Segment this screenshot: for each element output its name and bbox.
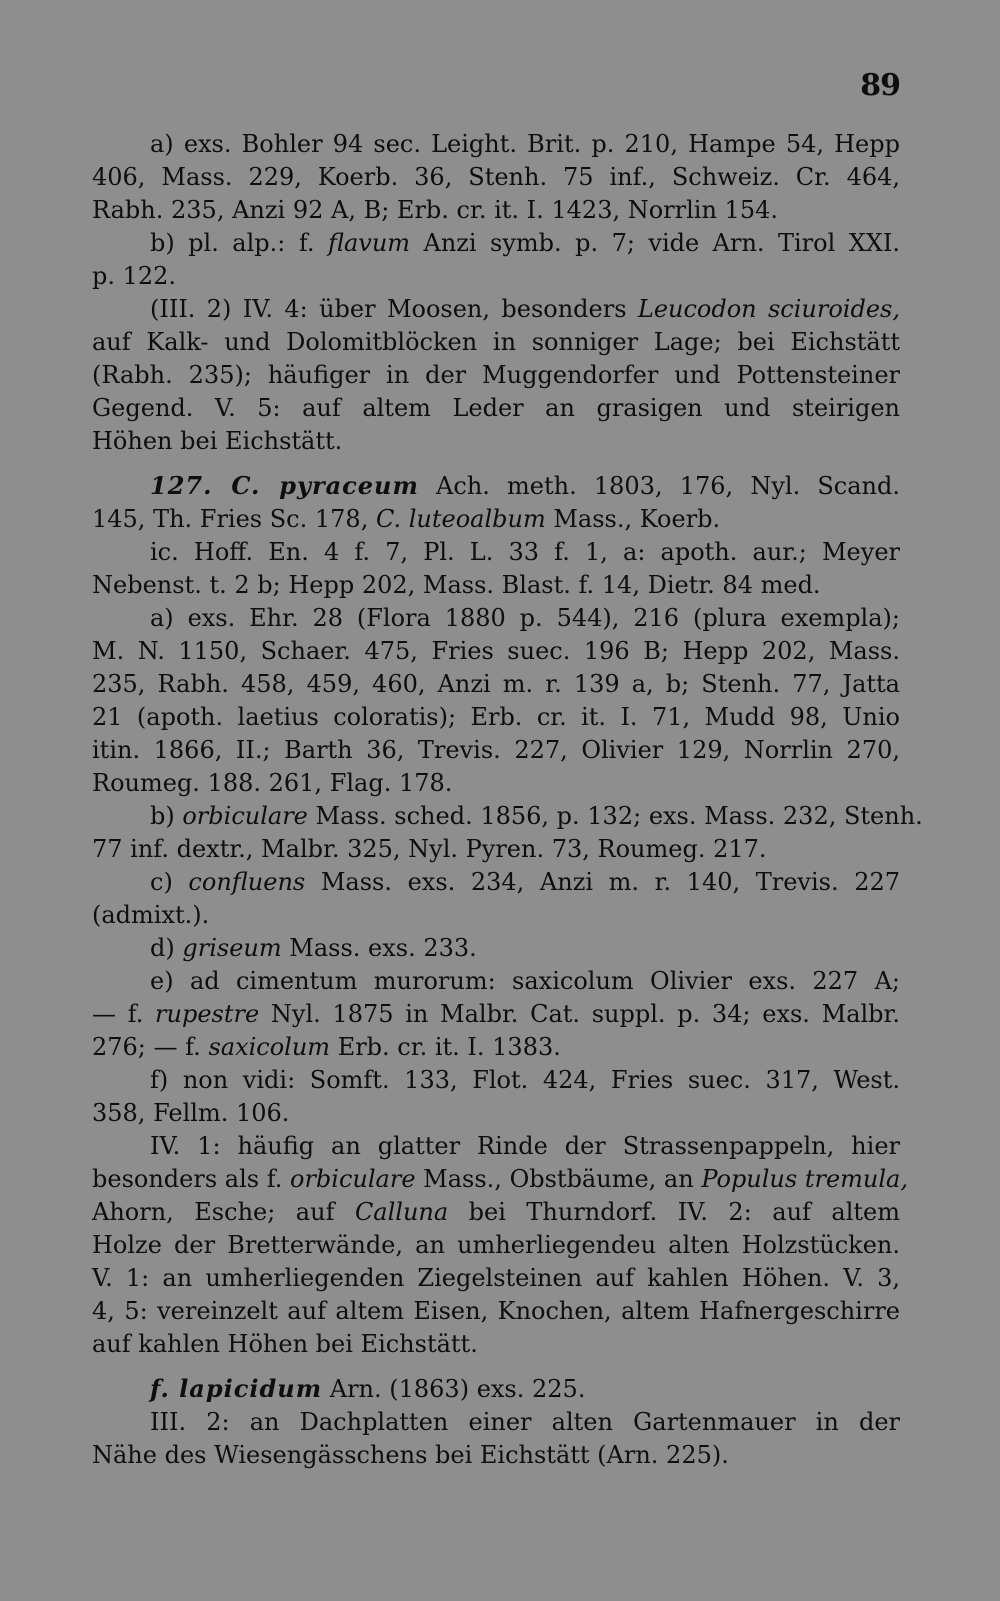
paragraph-d-griseum: [92, 932, 900, 965]
text-line: [92, 866, 900, 899]
text-line: [92, 833, 900, 866]
text-run: (Rabh. 235); häufiger in der Muggendorfer und Pottensteiner: [92, 361, 900, 389]
text-run: Mass. exs. 234, Anzi m. r. 140, Trevis. 227: [305, 868, 901, 896]
text-run: Anzi symb. p. 7; vide Arn. Tirol XXI.: [410, 229, 900, 257]
text-run: Höhen bei Eichstätt.: [92, 427, 343, 455]
text-line: [92, 536, 900, 569]
text-line: [92, 359, 900, 392]
text-run: p. 122.: [92, 262, 177, 290]
text-line: [92, 326, 900, 359]
text-line: [92, 1130, 900, 1163]
taxon-heading: f. lapicidum: [150, 1374, 323, 1403]
text-line: [92, 1064, 900, 1097]
text-run: besonders als f.: [92, 1165, 290, 1193]
paragraph-a-exs: [92, 128, 900, 227]
text-line: [92, 767, 900, 800]
text-line: [92, 392, 900, 425]
text-line: [92, 734, 900, 767]
text-run: IV. 1: häufig an glatter Rinde der Strassenpappeln, hier: [150, 1132, 900, 1160]
paragraph-f-non-vidi: [92, 1064, 900, 1130]
text-run: itin. 1866, II.; Barth 36, Trevis. 227, Olivier 129, Norrlin 270,: [92, 736, 900, 764]
paragraph-127-heading: [92, 469, 900, 536]
text-line: [92, 668, 900, 701]
paragraph-iii-dachplatten: [92, 1406, 900, 1472]
paragraph-f-lapicidum: [92, 1372, 900, 1406]
text-line: [92, 1196, 900, 1229]
italic-taxon: flavum: [327, 229, 411, 257]
text-line: [92, 800, 923, 833]
text-line: [92, 1262, 900, 1295]
italic-taxon: Calluna: [354, 1198, 449, 1226]
text-run: 77 inf. dextr., Malbr. 325, Nyl. Pyren. 73, Roumeg. 217.: [92, 835, 767, 863]
italic-taxon: confluens: [188, 868, 306, 896]
paragraph-c-confluens: [92, 866, 900, 932]
text-run: e) ad cimentum murorum: saxicolum Olivier exs. 227 A;: [150, 967, 900, 995]
text-run: a) exs. Ehr. 28 (Flora 1880 p. 544), 216 (plura exempla);: [150, 604, 900, 632]
text-line: [92, 899, 900, 932]
text-line: [92, 1031, 900, 1064]
paragraph-e-cimentum: [92, 965, 900, 1064]
text-line: [92, 1295, 900, 1328]
page-body: [92, 128, 923, 1472]
text-line: [92, 1439, 900, 1472]
text-line: [92, 260, 900, 293]
text-line: [92, 227, 900, 260]
text-run: Rabh. 235, Anzi 92 A, B; Erb. cr. it. I. 1423, Norrlin 154.: [92, 196, 778, 224]
italic-taxon: orbiculare: [290, 1165, 416, 1193]
paragraph-ic: [92, 536, 900, 602]
text-run: Nebenst. t. 2 b; Hepp 202, Mass. Blast. f. 14, Dietr. 84 med.: [92, 571, 821, 599]
text-run: 406, Mass. 229, Koerb. 36, Stenh. 75 inf., Schweiz. Cr. 464,: [92, 163, 900, 191]
text-run: c): [150, 868, 189, 896]
italic-taxon: C. luteoalbum: [375, 505, 546, 533]
italic-taxon: orbiculare: [182, 802, 308, 830]
text-run: auf Kalk- und Dolomitblöcken in sonniger Lage; bei Eichstätt: [92, 328, 900, 356]
text-run: Mass., Koerb.: [545, 505, 721, 533]
text-line: [92, 1229, 900, 1262]
italic-taxon: Leucodon sciuroides,: [637, 295, 900, 323]
text-line: [92, 161, 900, 194]
text-line: [92, 635, 900, 668]
text-run: auf kahlen Höhen bei Eichstätt.: [92, 1330, 478, 1358]
text-run: Nyl. 1875 in Malbr. Cat. suppl. p. 34; exs. Malbr.: [259, 1000, 900, 1028]
text-run: Mass. sched. 1856, p. 132; exs. Mass. 232, Stenh.: [307, 802, 923, 830]
page-number: 89: [860, 68, 900, 103]
text-run: d): [150, 934, 183, 962]
paragraph-a-exs-ehr: [92, 602, 900, 800]
text-run: b) pl. alp.: f.: [150, 229, 328, 257]
text-line: [92, 1372, 900, 1406]
text-run: — f.: [92, 1000, 156, 1028]
paragraph-b-flavum: [92, 227, 900, 293]
text-line: [92, 1097, 900, 1130]
text-run: a) exs. Bohler 94 sec. Leight. Brit. p. 210, Hampe 54, Hepp: [150, 130, 900, 158]
text-line: [92, 701, 900, 734]
text-run: Holze der Bretterwände, an umherliegendeu alten Holzstücken.: [92, 1231, 900, 1259]
text-run: Ach. meth. 1803, 176, Nyl. Scand.: [418, 472, 900, 500]
text-run: Mass., Obstbäume, an: [415, 1165, 702, 1193]
text-run: Arn. (1863) exs. 225.: [322, 1375, 586, 1403]
paragraph-iii-iv: [92, 293, 900, 458]
text-run: b): [150, 802, 183, 830]
text-run: Mass. exs. 233.: [281, 934, 477, 962]
text-run: f) non vidi: Somft. 133, Flot. 424, Fries suec. 317, West.: [150, 1066, 900, 1094]
text-line: [92, 128, 900, 161]
text-run: Gegend. V. 5: auf altem Leder an grasigen und steirigen: [92, 394, 900, 422]
italic-taxon: rupestre: [155, 1000, 260, 1028]
text-line: [92, 569, 900, 602]
paragraph-iv-habitat: [92, 1130, 908, 1361]
italic-taxon: saxicolum: [208, 1033, 331, 1061]
text-run: ic. Hoff. En. 4 f. 7, Pl. L. 33 f. 1, a: apoth. aur.; Meyer: [150, 538, 900, 566]
text-run: 358, Fellm. 106.: [92, 1099, 290, 1127]
text-run: 4, 5: vereinzelt auf altem Eisen, Knochen, altem Hafnergeschirre: [92, 1297, 900, 1325]
text-run: M. N. 1150, Schaer. 475, Fries suec. 196 B; Hepp 202, Mass.: [92, 637, 900, 665]
text-line: [92, 1163, 908, 1196]
paragraph-b-orbiculare: [92, 800, 923, 866]
text-line: [92, 1328, 900, 1361]
text-line: [92, 998, 900, 1031]
text-line: [92, 1406, 900, 1439]
text-run: Erb. cr. it. I. 1383.: [330, 1033, 561, 1061]
text-line: [92, 503, 900, 536]
text-run: 21 (apoth. laetius coloratis); Erb. cr. it. I. 71, Mudd 98, Unio: [92, 703, 900, 731]
italic-taxon: griseum: [182, 934, 282, 962]
text-run: (III. 2) IV. 4: über Moosen, besonders: [150, 295, 638, 323]
text-run: Roumeg. 188. 261, Flag. 178.: [92, 769, 453, 797]
text-run: III. 2: an Dachplatten einer alten Gartenmauer in der: [150, 1408, 900, 1436]
text-line: [92, 194, 900, 227]
taxon-heading: 127. C. pyraceum: [150, 471, 419, 500]
text-run: Ahorn, Esche; auf: [92, 1198, 355, 1226]
text-run: V. 1: an umherliegenden Ziegelsteinen auf kahlen Höhen. V. 3,: [92, 1264, 900, 1292]
text-run: (admixt.).: [92, 901, 210, 929]
text-run: bei Thurndorf. IV. 2: auf altem: [448, 1198, 900, 1226]
text-line: [92, 602, 900, 635]
italic-taxon: Populus tremula,: [701, 1165, 908, 1193]
text-line: [92, 469, 900, 503]
text-run: Nähe des Wiesengässchens bei Eichstätt (Arn. 225).: [92, 1441, 729, 1469]
text-line: [92, 932, 900, 965]
text-line: [92, 425, 900, 458]
text-run: 276; — f.: [92, 1033, 209, 1061]
text-run: 235, Rabh. 458, 459, 460, Anzi m. r. 139 a, b; Stenh. 77, Jatta: [92, 670, 900, 698]
text-run: 145, Th. Fries Sc. 178,: [92, 505, 376, 533]
text-line: [92, 965, 900, 998]
text-line: [92, 293, 900, 326]
